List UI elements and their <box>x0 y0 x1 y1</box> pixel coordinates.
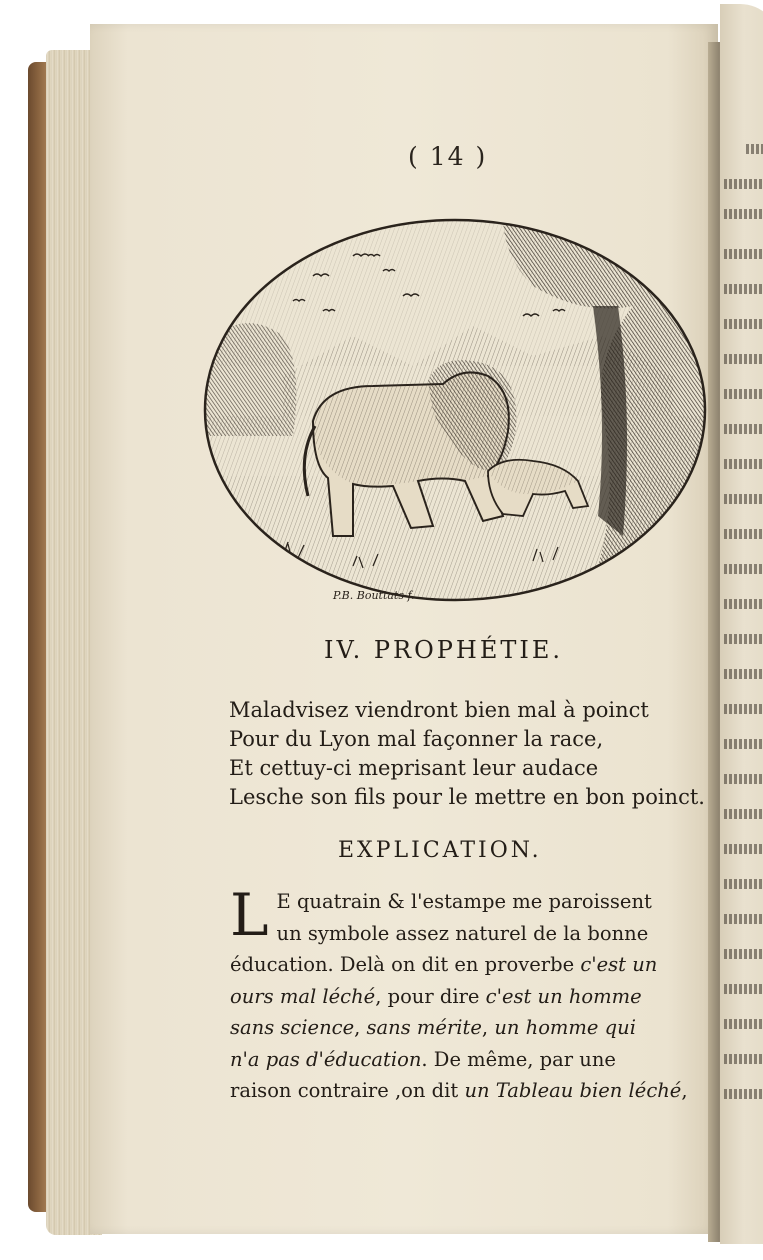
prophecy-title: IV. PROPHÉTIE. <box>324 636 564 664</box>
lion-engraving-illustration <box>203 216 707 608</box>
quatrain-line: Et cettuy-ci meprisant leur audace <box>229 756 599 780</box>
explanation-title: EXPLICATION. <box>338 838 542 863</box>
right-page-edge <box>720 4 763 1244</box>
explanation-paragraph <box>230 881 690 1107</box>
quatrain-line: Pour du Lyon mal façonner la race, <box>229 727 604 751</box>
page-number: ( 14 ) <box>408 142 488 171</box>
text-line: raison contraire ,on dit un Tableau bien léché, <box>230 1079 688 1102</box>
text-line: n'a pas d'éducation. De même, par une <box>230 1047 616 1071</box>
text-line: un symbole assez naturel de la bonne <box>276 921 649 945</box>
drop-capital: L <box>230 881 269 949</box>
quatrain <box>229 696 705 812</box>
text-line: éducation. Delà on dit en proverbe c'est un <box>230 953 658 976</box>
engraver-signature: P.B. Bouttats f. <box>333 589 415 602</box>
quatrain-line: Maladvisez viendront bien mal à poinct <box>229 698 649 722</box>
text-line: sans science, sans mérite, un homme qui <box>230 1016 636 1039</box>
text-line: ours mal léché, pour dire c'est un homme <box>230 984 642 1008</box>
text-line: E quatrain & l'estampe me paroissent <box>276 890 652 913</box>
quatrain-line: Lesche son fils pour le mettre en bon poinct. <box>229 785 705 809</box>
